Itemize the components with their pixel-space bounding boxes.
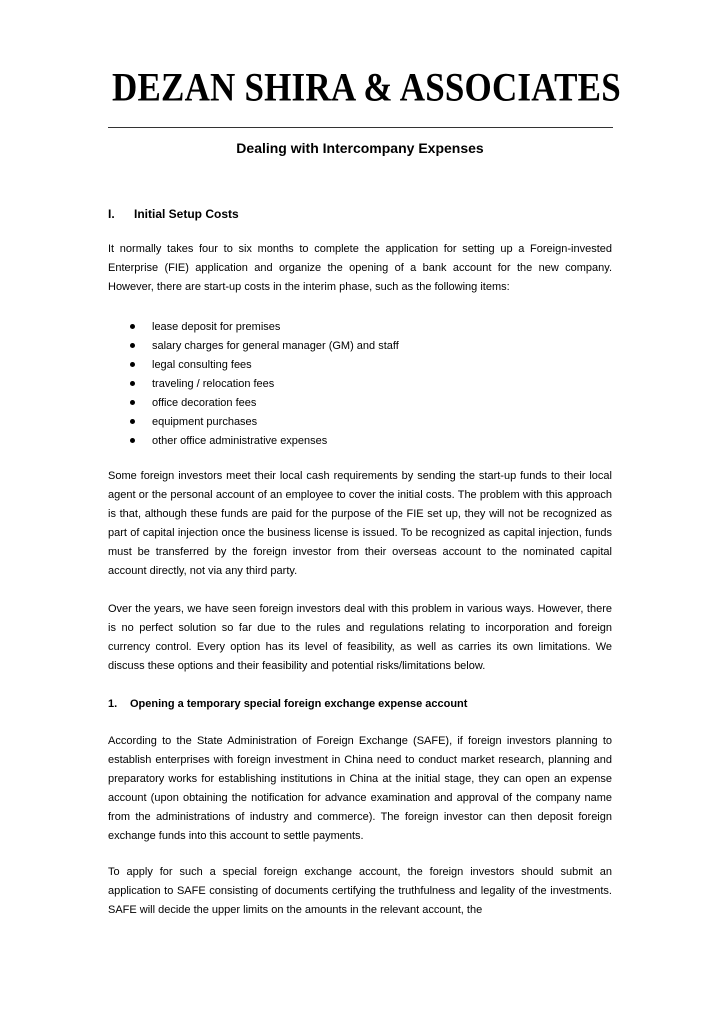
list-item-text: equipment purchases	[152, 416, 258, 428]
list-item-text: salary charges for general manager (GM) and staff	[152, 340, 399, 352]
bullet-icon	[130, 419, 135, 424]
subsection-heading	[108, 696, 467, 712]
document-title: Dealing with Intercompany Expenses	[236, 140, 484, 156]
bullet-icon	[130, 362, 135, 367]
paragraph-options: Over the years, we have seen foreign investors deal with this problem in various ways. However, there is no perfect solution so far due to the rules and regulations relating to incorporation and foreign currency control. Every option has its level of feasibility, as well as carries its own limitations. We discuss these options and their feasibility and potential risks/limitations below.	[108, 603, 612, 672]
bullet-icon	[130, 343, 135, 348]
list-item	[130, 394, 610, 413]
section-heading	[108, 206, 239, 222]
list-item-text: lease deposit for premises	[152, 321, 281, 333]
list-item	[130, 356, 610, 375]
list-item	[130, 337, 610, 356]
list-item-text: other office administrative expenses	[152, 435, 328, 447]
paragraph-safe-application: To apply for such a special foreign exchange account, the foreign investors should submit an application to SAFE consisting of documents certifying the truthfulness and legality of the investments. SAFE will decide the upper limits on the amounts in the relevant account, the	[108, 866, 612, 916]
list-item	[130, 318, 610, 337]
list-item	[130, 413, 610, 432]
bullet-icon	[130, 381, 135, 386]
subsection-number: 1.	[108, 698, 118, 710]
bullet-icon	[130, 324, 135, 329]
paragraph-safe-account: According to the State Administration of Foreign Exchange (SAFE), if foreign investors planning to establish enterprises with foreign investment in China need to conduct market research, planning and preparatory works for establishing institutions in China at the initial stage, they can open an expense account (upon obtaining the notification for advance examination and approval of the company name from the administrations of industry and commerce). The foreign investor can then deposit foreign exchange funds into this account to settle payments.	[108, 735, 612, 842]
bullet-icon	[130, 438, 135, 443]
paragraph-local-cash: Some foreign investors meet their local cash requirements by sending the start-up funds to their local agent or the personal account of an employee to cover the initial costs. The problem with this approach is that, although these funds are paid for the purpose of the FIE set up, they will not be recognized as part of capital injection once the business license is issued. To be recognized as capital injection, funds must be transferred by the foreign investor from their overseas account to the nominated capital account directly, not via any third party.	[108, 470, 612, 577]
list-item	[130, 375, 610, 394]
startup-cost-list	[130, 318, 610, 451]
paragraph-intro: It normally takes four to six months to complete the application for setting up a Foreign-invested Enterprise (FIE) application and organize the opening of a bank account for the new company. However, there are start-up costs in the interim phase, such as the following items:	[108, 243, 612, 293]
list-item-text: legal consulting fees	[152, 359, 252, 371]
section-number: I.	[108, 207, 115, 221]
list-item-text: office decoration fees	[152, 397, 257, 409]
section-heading-text: Initial Setup Costs	[134, 207, 239, 221]
header-divider	[108, 127, 613, 128]
company-logo: DEZAN SHIRA & ASSOCIATES	[112, 65, 621, 110]
bullet-icon	[130, 400, 135, 405]
list-item-text: traveling / relocation fees	[152, 378, 275, 390]
subsection-heading-text: Opening a temporary special foreign exchange expense account	[130, 698, 468, 710]
list-item	[130, 432, 610, 451]
